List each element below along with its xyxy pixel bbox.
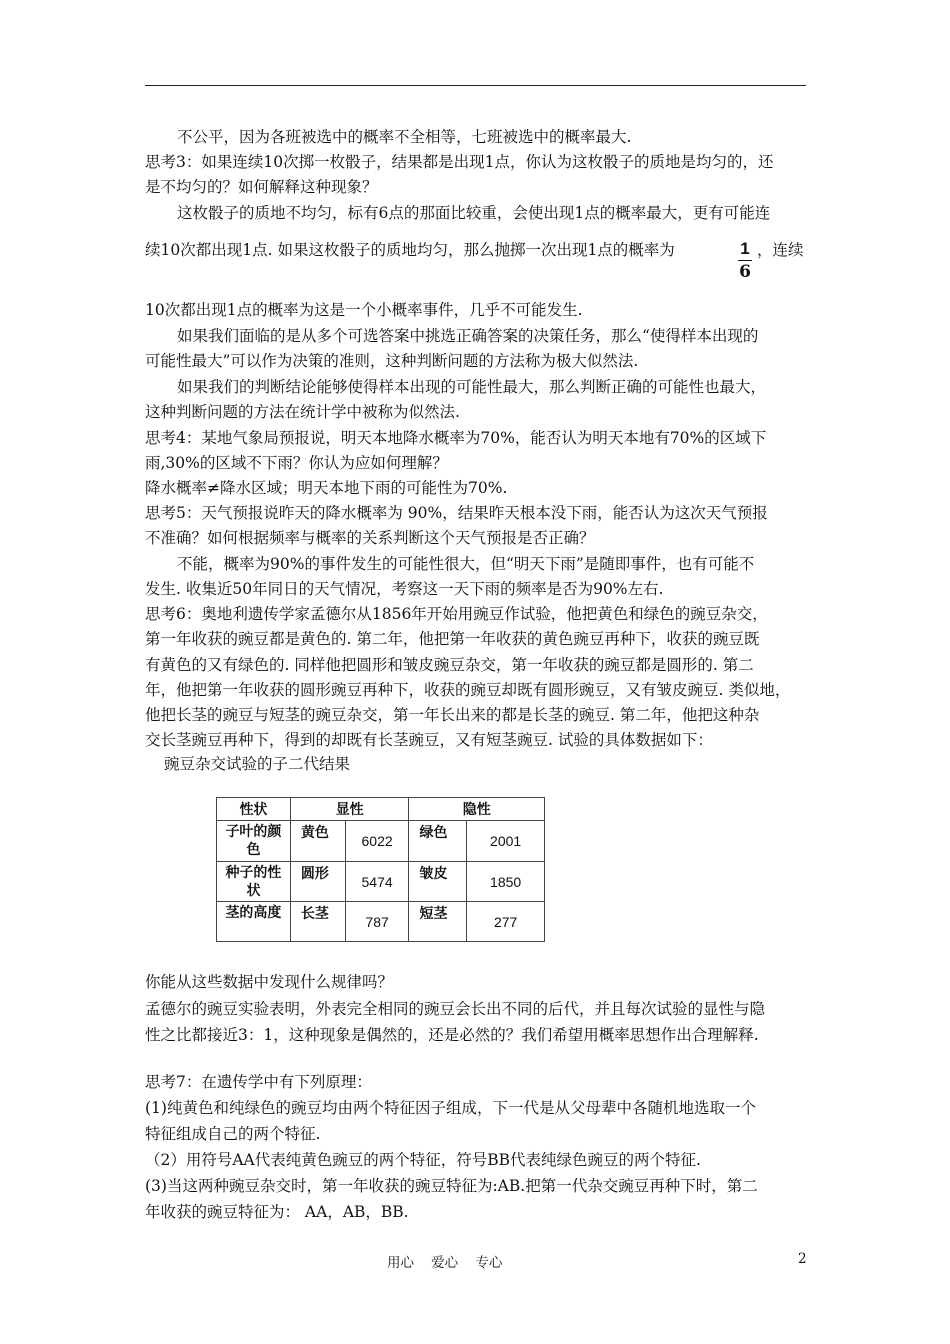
- recessive-cell: 皱皮: [409, 862, 467, 902]
- fraction-denominator: 6: [739, 262, 751, 282]
- dominant-cell: 圆形: [290, 862, 345, 902]
- recessive-cell: 绿色: [409, 821, 467, 862]
- answer-paragraph-line: 不公平，因为各班被选中的概率不全相等，七班被选中的概率最大.: [177, 128, 632, 146]
- recessive-count: 277: [467, 902, 545, 942]
- table-header-row: [217, 798, 545, 821]
- think5-question-line: 不准确？如何根据频率与概率的关系判断这个天气预报是否正确？: [145, 529, 595, 547]
- think3-question-line: 思考3：如果连续10次掷一枚骰子，结果都是出现1点，你认为这枚骰子的质地是均匀的，还: [145, 153, 774, 171]
- think5-answer-line: 不能，概率为90%的事件发生的可能性很大，但“明天下雨”是随即事件，也有可能不: [177, 555, 755, 573]
- table-row: [217, 821, 545, 862]
- table-row: [217, 902, 545, 942]
- think6-line: 思考6：奥地利遗传学家孟德尔从1856年开始用豌豆作试验，他把黄色和绿色的豌豆杂交，: [145, 605, 768, 623]
- paragraph-line: 这种判断问题的方法在统计学中被称为似然法.: [145, 403, 460, 421]
- mendel-line: 孟德尔的豌豆实验表明，外表完全相同的豌豆会长出不同的后代，并且每次试验的显性与隐: [145, 1000, 766, 1018]
- paragraph-line: 可能性最大”可以作为决策的准则，这种判断问题的方法称为极大似然法.: [145, 352, 639, 370]
- footer-motto: 用心 爱心 专心: [387, 1255, 503, 1271]
- dominant-count: 787: [345, 902, 409, 942]
- think6-line: 第一年收获的豌豆都是黄色的. 第二年，他把第一年收获的黄色豌豆再种下，收获的豌豆既: [145, 630, 760, 648]
- think6-line: 交长茎豌豆再种下，得到的却既有长茎豌豆，又有短茎豌豆. 试验的具体数据如下：: [145, 731, 713, 749]
- think3-answer-tail: ，连续: [757, 241, 804, 259]
- think7-line: 思考7：在遗传学中有下列原理：: [145, 1073, 372, 1091]
- header-rule: [145, 85, 806, 86]
- trait-cell: 子叶的颜色: [217, 821, 291, 862]
- trait-cell: 茎的高度: [217, 902, 291, 942]
- fraction-bar: [738, 260, 752, 261]
- header-dominant: 显性: [290, 798, 409, 821]
- think7-line: (1)纯黄色和纯绿色的豌豆均由两个特征因子组成，下一代是从父母辈中各随机地选取一个: [145, 1099, 756, 1117]
- recessive-cell: 短茎: [409, 902, 467, 942]
- think4-question-line: 雨,30%的区域不下雨？你认为应如何理解？: [145, 454, 448, 472]
- header-trait: 性状: [217, 798, 291, 821]
- mendel-line: 性之比都接近3：1，这种现象是偶然的，还是必然的？我们希望用概率思想作出合理解释.: [145, 1026, 759, 1044]
- think6-line: 有黄色的又有绿色的. 同样他把圆形和皱皮豌豆杂交，第一年收获的豌豆都是圆形的. 第二: [145, 656, 754, 674]
- dominant-count: 5474: [345, 862, 409, 902]
- dominant-cell: 黄色: [290, 821, 345, 862]
- fraction-numerator: 1: [740, 239, 750, 258]
- table-caption: 豌豆杂交试验的子二代结果: [164, 755, 351, 773]
- question-line: 你能从这些数据中发现什么规律吗？: [145, 973, 394, 991]
- think4-question-line: 思考4：某地气象局预报说，明天本地降水概率为70%，能否认为明天本地有70%的区域下: [145, 429, 767, 447]
- trait-cell: 种子的性状: [217, 862, 291, 902]
- think4-answer-line: 降水概率≠降水区域；明天本地下雨的可能性为70%.: [145, 479, 508, 497]
- paragraph-line: 如果我们的判断结论能够使得样本出现的可能性最大，那么判断正确的可能性也最大，: [177, 378, 767, 396]
- think6-line: 他把长茎的豌豆与短茎的豌豆杂交，第一年长出来的都是长茎的豌豆. 第二年，他把这种杂: [145, 706, 760, 724]
- think3-answer-line: 这枚骰子的质地不均匀，标有6点的那面比较重，会使出现1点的概率最大，更有可能连: [177, 204, 771, 222]
- think5-question-line: 思考5：天气预报说昨天的降水概率为 90%，结果昨天根本没下雨，能否认为这次天气预报: [145, 504, 768, 522]
- pea-hybrid-table: [216, 797, 545, 942]
- think7-line: （2）用符号AA代表纯黄色豌豆的两个特征，符号BB代表纯绿色豌豆的两个特征.: [145, 1151, 701, 1169]
- table-row: [217, 862, 545, 902]
- think3-question-line: 是不均匀的？如何解释这种现象？: [145, 178, 378, 196]
- think7-line: (3)当这两种豌豆杂交时，第一年收获的豌豆特征为:AB.把第一代杂交豌豆再种下时，第二: [145, 1177, 758, 1195]
- fraction-one-sixth: [738, 239, 752, 282]
- dominant-cell: 长茎: [290, 902, 345, 942]
- dominant-count: 6022: [345, 821, 409, 862]
- think5-answer-line: 发生. 收集近50年同日的天气情况，考察这一天下雨的频率是否为90%左右.: [145, 580, 664, 598]
- think3-answer-line: 10次都出现1点的概率为这是一个小概率事件，几乎不可能发生.: [145, 301, 583, 319]
- header-recessive: 隐性: [409, 798, 545, 821]
- think3-answer-line: 续10次都出现1点. 如果这枚骰子的质地均匀，那么抛掷一次出现1点的概率为: [145, 241, 675, 259]
- recessive-count: 2001: [467, 821, 545, 862]
- recessive-count: 1850: [467, 862, 545, 902]
- think7-line: 年收获的豌豆特征为： AA，AB，BB.: [145, 1203, 409, 1221]
- think7-line: 特征组成自己的两个特征.: [145, 1125, 321, 1143]
- paragraph-line: 如果我们面临的是从多个可选答案中挑选正确答案的决策任务，那么“使得样本出现的: [177, 327, 759, 345]
- think6-line: 年，他把第一年收获的圆形豌豆再种下，收获的豌豆却既有圆形豌豆，又有皱皮豌豆. 类似地，: [145, 681, 791, 699]
- page-number: 2: [798, 1251, 807, 1267]
